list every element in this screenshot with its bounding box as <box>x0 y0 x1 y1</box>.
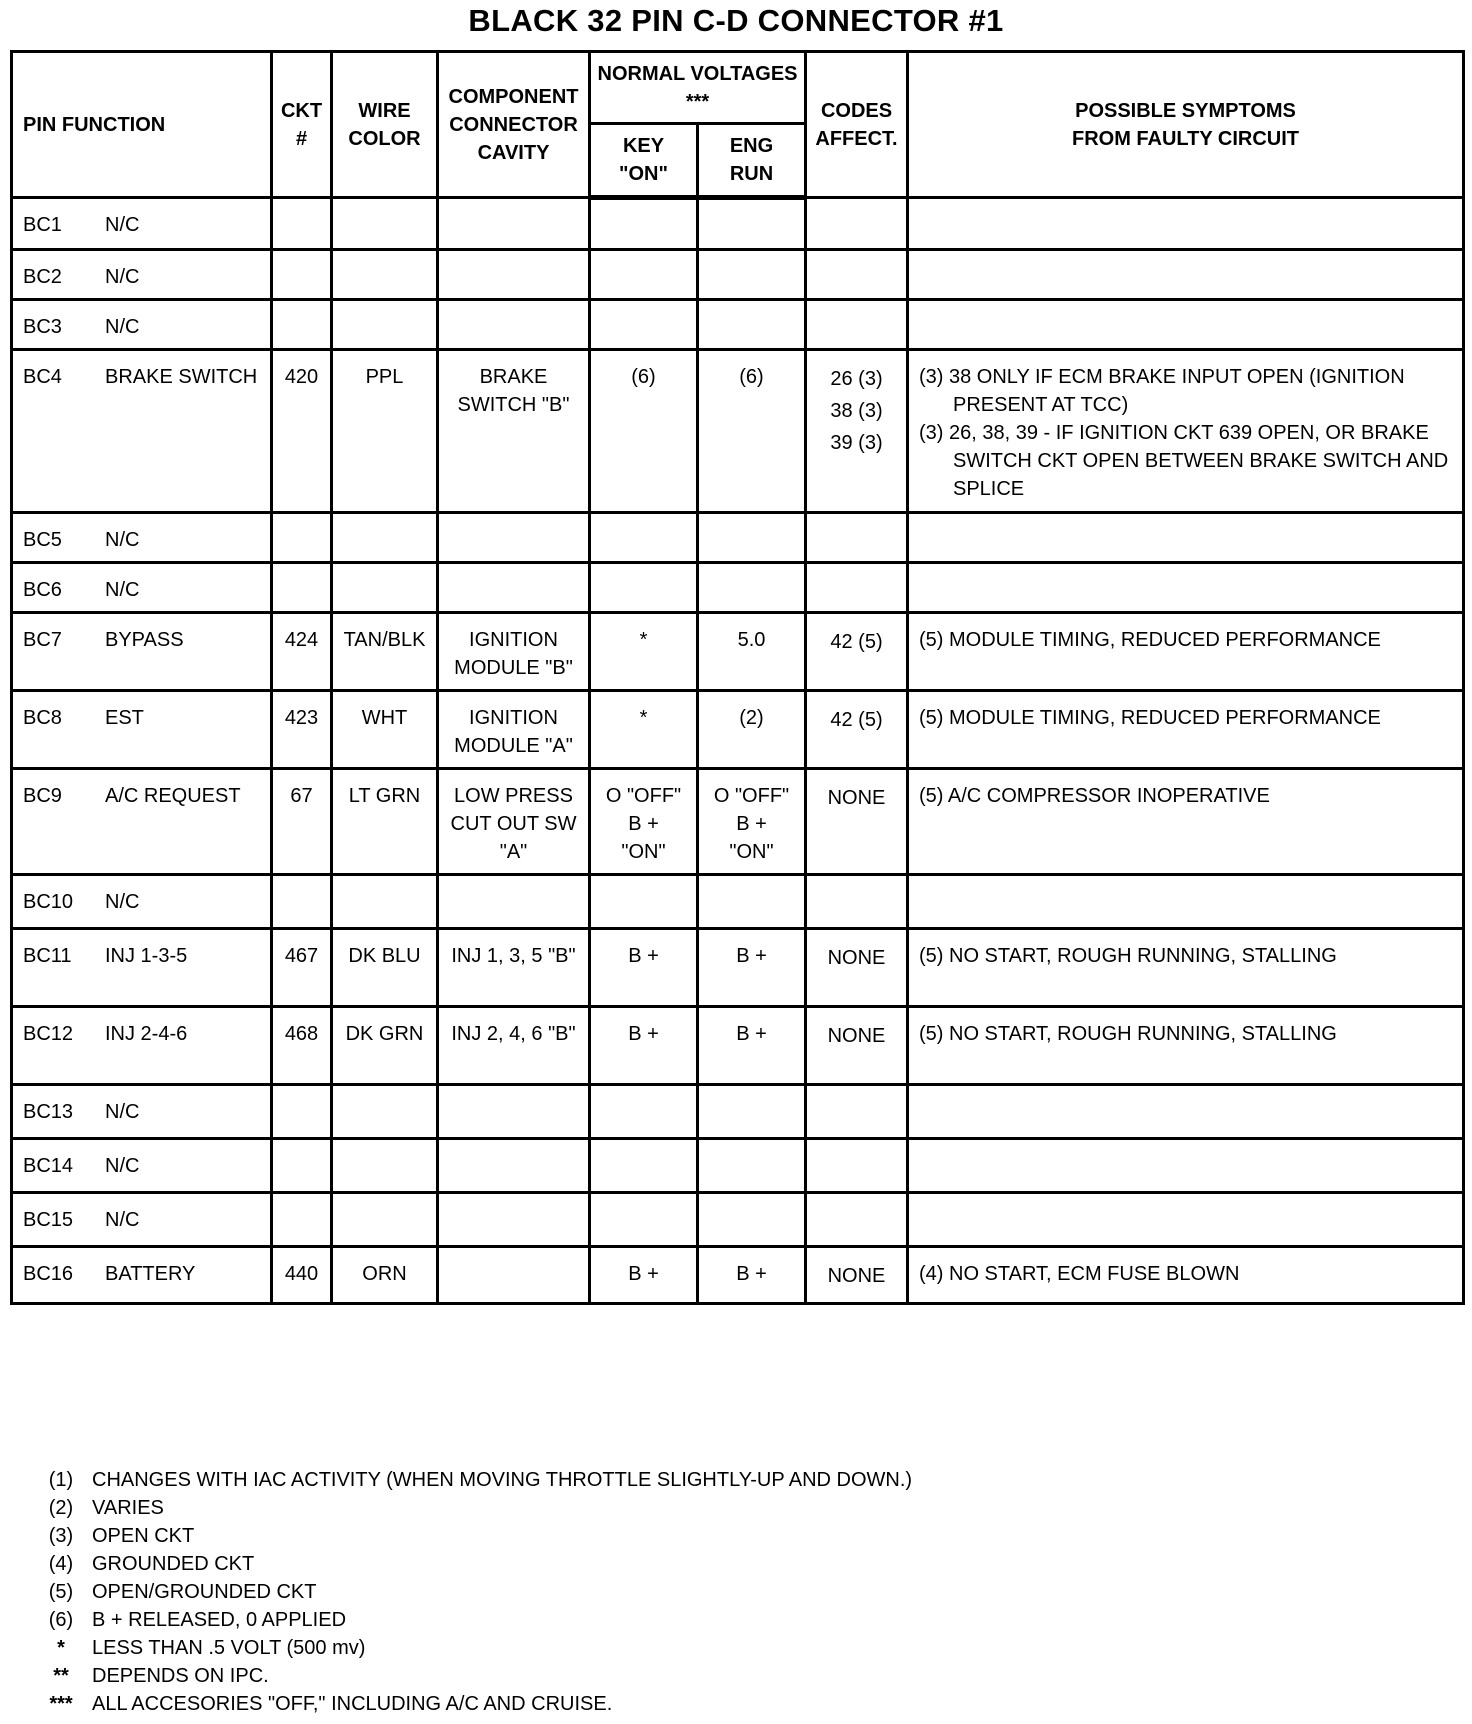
codes-cell <box>806 350 908 513</box>
footnote-item <box>30 1550 1230 1578</box>
wire-color-cell: DK BLU <box>332 929 438 1007</box>
component-cell <box>438 875 590 929</box>
symptoms-cell <box>908 350 1464 513</box>
codes-cell <box>806 1007 908 1085</box>
wire-color-cell: LT GRN <box>332 769 438 875</box>
component-cell: INJ 1, 3, 5 "B" <box>438 929 590 1007</box>
pin-function: N/C <box>105 214 140 236</box>
footnote-key: *** <box>49 1693 73 1715</box>
footnote-item <box>30 1690 1230 1718</box>
table-row <box>12 875 1464 929</box>
header-component: COMPONENT CONNECTOR CAVITY <box>438 52 590 198</box>
header-codes: CODES AFFECT. <box>806 52 908 198</box>
symptoms-cell <box>908 613 1464 691</box>
symptoms-cell <box>908 1085 1464 1139</box>
component-cell <box>438 1193 590 1247</box>
footnote-key: (5) <box>48 1581 74 1603</box>
footnote-key: (3) <box>48 1525 74 1547</box>
eng-run-cell: B + <box>698 929 806 1007</box>
footnotes <box>30 1466 1230 1718</box>
footnote-text: ALL ACCESORIES "OFF," INCLUDING A/C AND CRUISE. <box>92 1693 613 1715</box>
header-pin-function: PIN FUNCTION <box>12 52 272 198</box>
eng-run-cell <box>698 563 806 613</box>
pin-function: EST <box>105 707 144 729</box>
codes-cell <box>806 1247 908 1304</box>
ckt-cell <box>272 1139 332 1193</box>
symptom-item: (5) MODULE TIMING, REDUCED PERFORMANCE <box>919 707 1381 729</box>
pin-id: BC8 <box>23 707 62 729</box>
ckt-cell <box>272 300 332 350</box>
component-cell: LOW PRESS CUT OUT SW "A" <box>438 769 590 875</box>
key-on-cell <box>590 563 698 613</box>
symptom-item: (5) NO START, ROUGH RUNNING, STALLING <box>919 945 1337 967</box>
table-row <box>12 350 1464 513</box>
codes-cell <box>806 769 908 875</box>
pin-function: N/C <box>105 529 140 551</box>
pin-function: N/C <box>105 579 140 601</box>
ckt-cell: 420 <box>272 350 332 513</box>
ckt-cell <box>272 875 332 929</box>
pin-function: N/C <box>105 1209 140 1231</box>
symptoms-cell <box>908 929 1464 1007</box>
header-eng-run: ENG RUN <box>698 124 806 198</box>
pin-function: N/C <box>105 316 140 338</box>
ckt-cell <box>272 198 332 250</box>
pin-function-cell <box>12 300 272 350</box>
pin-function: INJ 2-4-6 <box>105 1023 188 1045</box>
eng-run-cell: 5.0 <box>698 613 806 691</box>
pin-id: BC1 <box>23 214 62 236</box>
symptoms-cell <box>908 875 1464 929</box>
footnote-item <box>30 1634 1230 1662</box>
footnote-key: (2) <box>48 1497 74 1519</box>
footnote-item <box>30 1662 1230 1690</box>
eng-run-cell: (2) <box>698 691 806 769</box>
code-item: 38 (3) <box>830 400 883 422</box>
ckt-cell: 424 <box>272 613 332 691</box>
symptom-item: (5) MODULE TIMING, REDUCED PERFORMANCE <box>919 629 1381 651</box>
symptoms-cell <box>908 198 1464 250</box>
eng-run-cell: B + <box>698 1247 806 1304</box>
component-cell: INJ 2, 4, 6 "B" <box>438 1007 590 1085</box>
wire-color-cell <box>332 300 438 350</box>
footnote-text: OPEN/GROUNDED CKT <box>92 1581 317 1603</box>
symptom-item: (3) 38 ONLY IF ECM BRAKE INPUT OPEN (IGNITION PRESENT AT TCC) <box>919 366 1405 416</box>
pin-id: BC13 <box>23 1101 74 1123</box>
pin-id: BC7 <box>23 629 62 651</box>
wire-color-cell <box>332 1139 438 1193</box>
pin-id: BC14 <box>23 1155 74 1177</box>
component-cell <box>438 300 590 350</box>
table-row <box>12 1007 1464 1085</box>
table-row <box>12 769 1464 875</box>
ckt-cell <box>272 1085 332 1139</box>
symptoms-cell <box>908 1007 1464 1085</box>
pin-function: A/C REQUEST <box>105 785 241 807</box>
component-cell <box>438 513 590 563</box>
component-cell <box>438 1085 590 1139</box>
pin-function-cell <box>12 929 272 1007</box>
table-body <box>12 198 1464 1304</box>
symptoms-cell <box>908 300 1464 350</box>
table-row <box>12 691 1464 769</box>
table-row <box>12 1247 1464 1304</box>
footnote-item <box>30 1466 1230 1494</box>
symptom-item: (4) NO START, ECM FUSE BLOWN <box>919 1263 1240 1285</box>
pin-function: N/C <box>105 1101 140 1123</box>
table-row <box>12 1085 1464 1139</box>
footnote-item <box>30 1606 1230 1634</box>
wire-color-cell <box>332 1085 438 1139</box>
eng-run-cell <box>698 198 806 250</box>
wire-color-cell <box>332 1193 438 1247</box>
pin-id: BC4 <box>23 366 62 388</box>
pin-function-cell <box>12 1193 272 1247</box>
code-item: NONE <box>827 947 886 969</box>
pin-id: BC9 <box>23 785 62 807</box>
wire-color-cell <box>332 513 438 563</box>
code-item: NONE <box>827 1265 886 1287</box>
key-on-cell: * <box>590 691 698 769</box>
wire-color-cell: PPL <box>332 350 438 513</box>
pin-function: INJ 1-3-5 <box>105 945 188 967</box>
table-row <box>12 198 1464 250</box>
codes-cell <box>806 250 908 300</box>
footnote-text: LESS THAN .5 VOLT (500 mv) <box>92 1637 366 1659</box>
footnote-text: CHANGES WITH IAC ACTIVITY (WHEN MOVING THROTTLE SLIGHTLY-UP AND DOWN.) <box>92 1469 913 1491</box>
component-cell <box>438 1139 590 1193</box>
eng-run-cell <box>698 250 806 300</box>
codes-cell <box>806 929 908 1007</box>
footnote-key: (6) <box>48 1609 74 1631</box>
component-cell: BRAKE SWITCH "B" <box>438 350 590 513</box>
footnote-key: * <box>57 1637 65 1659</box>
pin-function-cell <box>12 691 272 769</box>
eng-run-cell: B + <box>698 1007 806 1085</box>
key-on-cell: O "OFF" B + "ON" <box>590 769 698 875</box>
codes-cell <box>806 1085 908 1139</box>
code-item: 39 (3) <box>830 432 883 454</box>
key-on-cell <box>590 1139 698 1193</box>
pin-function-cell <box>12 875 272 929</box>
table-row <box>12 1139 1464 1193</box>
pin-function-cell <box>12 563 272 613</box>
table-row <box>12 929 1464 1007</box>
ckt-cell <box>272 513 332 563</box>
wire-color-cell: DK GRN <box>332 1007 438 1085</box>
key-on-cell: B + <box>590 1007 698 1085</box>
footnote-key: (1) <box>48 1469 74 1491</box>
ckt-cell: 467 <box>272 929 332 1007</box>
footnote-text: GROUNDED CKT <box>92 1553 255 1575</box>
pin-function-cell <box>12 1247 272 1304</box>
pin-function: BATTERY <box>105 1263 196 1285</box>
component-cell <box>438 563 590 613</box>
pin-id: BC2 <box>23 266 62 288</box>
codes-cell <box>806 300 908 350</box>
component-cell <box>438 250 590 300</box>
footnote-key: (4) <box>48 1553 74 1575</box>
eng-run-cell <box>698 875 806 929</box>
header-wire-color: WIRE COLOR <box>332 52 438 198</box>
code-item: NONE <box>827 1025 886 1047</box>
pin-function-cell <box>12 1139 272 1193</box>
eng-run-cell <box>698 300 806 350</box>
ckt-cell <box>272 250 332 300</box>
symptoms-cell <box>908 1139 1464 1193</box>
code-item: 42 (5) <box>830 631 883 653</box>
pin-id: BC6 <box>23 579 62 601</box>
code-item: NONE <box>827 787 886 809</box>
pin-function: BYPASS <box>105 629 184 651</box>
symptom-item: (5) A/C COMPRESSOR INOPERATIVE <box>919 785 1270 807</box>
footnote-text: VARIES <box>92 1497 164 1519</box>
key-on-cell: B + <box>590 1247 698 1304</box>
codes-cell <box>806 875 908 929</box>
wire-color-cell <box>332 563 438 613</box>
pin-function-cell <box>12 769 272 875</box>
header-key-on: KEY "ON" <box>590 124 698 198</box>
key-on-cell <box>590 198 698 250</box>
eng-run-cell <box>698 1085 806 1139</box>
key-on-cell: * <box>590 613 698 691</box>
key-on-cell <box>590 1193 698 1247</box>
footnote-text: B + RELEASED, 0 APPLIED <box>92 1609 347 1631</box>
component-cell: IGNITION MODULE "A" <box>438 691 590 769</box>
component-cell <box>438 1247 590 1304</box>
key-on-cell: (6) <box>590 350 698 513</box>
pin-function-cell <box>12 350 272 513</box>
symptoms-cell <box>908 563 1464 613</box>
pin-function-cell <box>12 250 272 300</box>
wire-color-cell <box>332 250 438 300</box>
header-symptoms: POSSIBLE SYMPTOMS FROM FAULTY CIRCUIT <box>908 52 1464 198</box>
pin-function-cell <box>12 1007 272 1085</box>
ckt-cell <box>272 563 332 613</box>
pin-id: BC3 <box>23 316 62 338</box>
pin-function: BRAKE SWITCH <box>105 366 258 388</box>
pin-function: N/C <box>105 266 140 288</box>
key-on-cell <box>590 1085 698 1139</box>
pin-id: BC12 <box>23 1023 74 1045</box>
symptoms-cell <box>908 250 1464 300</box>
eng-run-cell: (6) <box>698 350 806 513</box>
wire-color-cell: WHT <box>332 691 438 769</box>
footnote-text: OPEN CKT <box>92 1525 195 1547</box>
table-row <box>12 1193 1464 1247</box>
eng-run-cell <box>698 1139 806 1193</box>
pin-id: BC10 <box>23 891 74 913</box>
codes-cell <box>806 198 908 250</box>
page-title: BLACK 32 PIN C-D CONNECTOR #1 <box>468 3 1004 38</box>
pin-function: N/C <box>105 1155 140 1177</box>
codes-cell <box>806 563 908 613</box>
codes-cell <box>806 1139 908 1193</box>
table-row <box>12 613 1464 691</box>
key-on-cell <box>590 875 698 929</box>
footnote-key: ** <box>53 1665 69 1687</box>
footnote-item <box>30 1522 1230 1550</box>
key-on-cell <box>590 300 698 350</box>
pin-function-cell <box>12 513 272 563</box>
codes-cell <box>806 613 908 691</box>
header-normal-voltages: NORMAL VOLTAGES *** <box>590 52 806 124</box>
symptom-item: (5) NO START, ROUGH RUNNING, STALLING <box>919 1023 1337 1045</box>
codes-cell <box>806 1193 908 1247</box>
ckt-cell: 468 <box>272 1007 332 1085</box>
eng-run-cell <box>698 513 806 563</box>
ckt-cell: 67 <box>272 769 332 875</box>
footnote-item <box>30 1494 1230 1522</box>
codes-cell <box>806 513 908 563</box>
footnote-item <box>30 1578 1230 1606</box>
pin-function-cell <box>12 198 272 250</box>
symptoms-cell <box>908 1193 1464 1247</box>
header-ckt: CKT # <box>272 52 332 198</box>
wire-color-cell: TAN/BLK <box>332 613 438 691</box>
pin-id: BC5 <box>23 529 62 551</box>
key-on-cell <box>590 250 698 300</box>
symptoms-cell <box>908 769 1464 875</box>
symptoms-cell <box>908 513 1464 563</box>
component-cell: IGNITION MODULE "B" <box>438 613 590 691</box>
key-on-cell <box>590 513 698 563</box>
code-item: 26 (3) <box>830 368 883 390</box>
footnote-text: DEPENDS ON IPC. <box>92 1665 269 1687</box>
table-row <box>12 513 1464 563</box>
wire-color-cell: ORN <box>332 1247 438 1304</box>
eng-run-cell <box>698 1193 806 1247</box>
wire-color-cell <box>332 875 438 929</box>
key-on-cell: B + <box>590 929 698 1007</box>
codes-cell <box>806 691 908 769</box>
pin-id: BC11 <box>23 945 72 967</box>
symptom-item: (3) 26, 38, 39 - IF IGNITION CKT 639 OPEN, OR BRAKE SWITCH CKT OPEN BETWEEN BRAKE SWITCH AND SPLICE <box>919 422 1449 500</box>
table-row <box>12 563 1464 613</box>
pin-function: N/C <box>105 891 140 913</box>
symptoms-cell <box>908 1247 1464 1304</box>
eng-run-cell: O "OFF" B + "ON" <box>698 769 806 875</box>
symptoms-cell <box>908 691 1464 769</box>
code-item: 42 (5) <box>830 709 883 731</box>
ckt-cell: 440 <box>272 1247 332 1304</box>
pin-function-cell <box>12 613 272 691</box>
table-row <box>12 250 1464 300</box>
table-row <box>12 300 1464 350</box>
connector-table <box>10 50 1465 1305</box>
pin-id: BC15 <box>23 1209 74 1231</box>
pin-function-cell <box>12 1085 272 1139</box>
pin-id: BC16 <box>23 1263 74 1285</box>
ckt-cell: 423 <box>272 691 332 769</box>
ckt-cell <box>272 1193 332 1247</box>
wire-color-cell <box>332 198 438 250</box>
component-cell <box>438 198 590 250</box>
